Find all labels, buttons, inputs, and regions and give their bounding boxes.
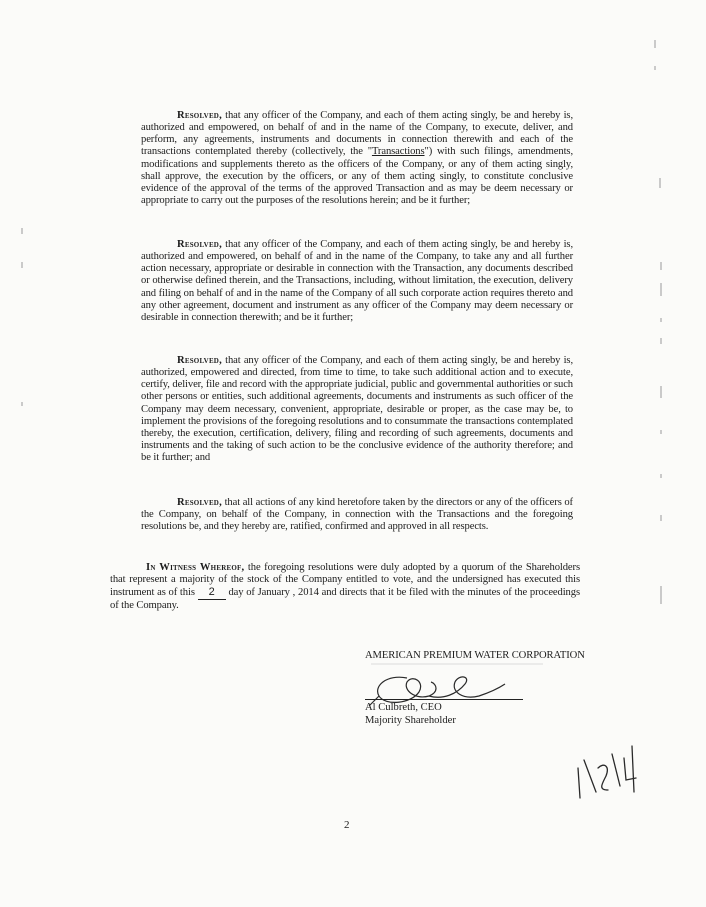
resolution-paragraph-1	[141, 110, 573, 207]
handwritten-date	[568, 740, 648, 810]
resolution-lead-4: Resolved,	[177, 497, 222, 508]
signer-role: Majority Shareholder	[365, 715, 456, 726]
page-number: 2	[344, 819, 350, 831]
resolution-text-1-continued: ") with such filings, amendments, modifications and supplements thereto as the officers of the Company, or any of them acting singly, shall approve, the execution by the officers, or any of them acting singly, to constitute conclusive evidence of the approval of the terms of the approved Transaction and as may be deem necessary or appropriate to carry out the purposes of the resolutions herein; and be it further;	[141, 146, 573, 207]
resolution-paragraph-4	[141, 497, 573, 533]
resolution-lead-1: Resolved,	[177, 110, 222, 121]
resolution-lead-2: Resolved,	[177, 239, 222, 250]
resolution-text-3: that any officer of the Company, and each of them acting singly, be and hereby is, authorized, empowered and directed, from time to time, to take such additional action and to execute, certify, deliver, file and record with the appropriate judicial, public and governmental authorities or such other persons or entities, such additional agreements, documents and instruments as such officer of the Company may deem necessary, convenient, appropriate, desirable or proper, as the case may be, to implement the provisions of the foregoing resolutions and to consummate the transactions contemplated thereby, the execution, certification, delivery, filing and recording of such agreements, documents and instruments and the taking of such action to be the conclusive evidence of the authority therefore; and be it further; and	[141, 355, 573, 464]
signer-name: Al Culbreth, CEO	[365, 702, 442, 713]
resolution-text-4: that all actions of any kind heretofore taken by the directors or any of the officers of the Company, on behalf of the Company, in connection with the Transactions and the foregoing resolutions be, and they hereby are, ratified, confirmed and approved in all respects.	[141, 497, 573, 533]
witness-text-after: day of January , 2014 and directs that it be filed with the minutes of the proceedings of the Company.	[110, 587, 580, 612]
witness-text-before: the foregoing resolutions were duly adopted by a quorum of the Shareholders that represent a majority of the stock of the Company entitled to vote, and the undersigned has executed this instrument as of this	[110, 562, 580, 599]
resolution-paragraph-3	[141, 355, 573, 464]
transactions-defined-term: Transactions	[371, 146, 425, 158]
witness-paragraph	[110, 562, 580, 613]
resolution-lead-3: Resolved,	[177, 355, 222, 366]
witness-lead: In Witness Whereof,	[146, 562, 245, 573]
resolution-text-2: that any officer of the Company, and each of them acting singly, be and hereby is, authorized and empowered, on behalf of and in the name of the Company, to take any and all further action necessary, appropriate or desirable in connection with the Transaction, any documents described or otherwise defined therein, and the Transactions, including, without limitation, the execution, delivery and filing on behalf of and in the name of the Company of all such corporate action requires thereto and any other agreement, document and instrument as any officer of the Company may deem necessary or desirable in connection therewith; and be it further;	[141, 239, 573, 323]
resolution-paragraph-2	[141, 239, 573, 324]
date-blank	[198, 586, 226, 600]
handwritten-day: 2	[208, 586, 215, 599]
signature-line	[365, 699, 523, 700]
resolution-text-1: that any officer of the Company, and each of them acting singly, be and hereby is, authorized and empowered, on behalf of and in the name of the Company, to execute, deliver, and perform, any agreements, instruments and documents in connection therewith and each of the transactions contemplated thereby (collectively, the "	[141, 110, 573, 158]
company-name: AMERICAN PREMIUM WATER CORPORATION	[365, 650, 585, 661]
